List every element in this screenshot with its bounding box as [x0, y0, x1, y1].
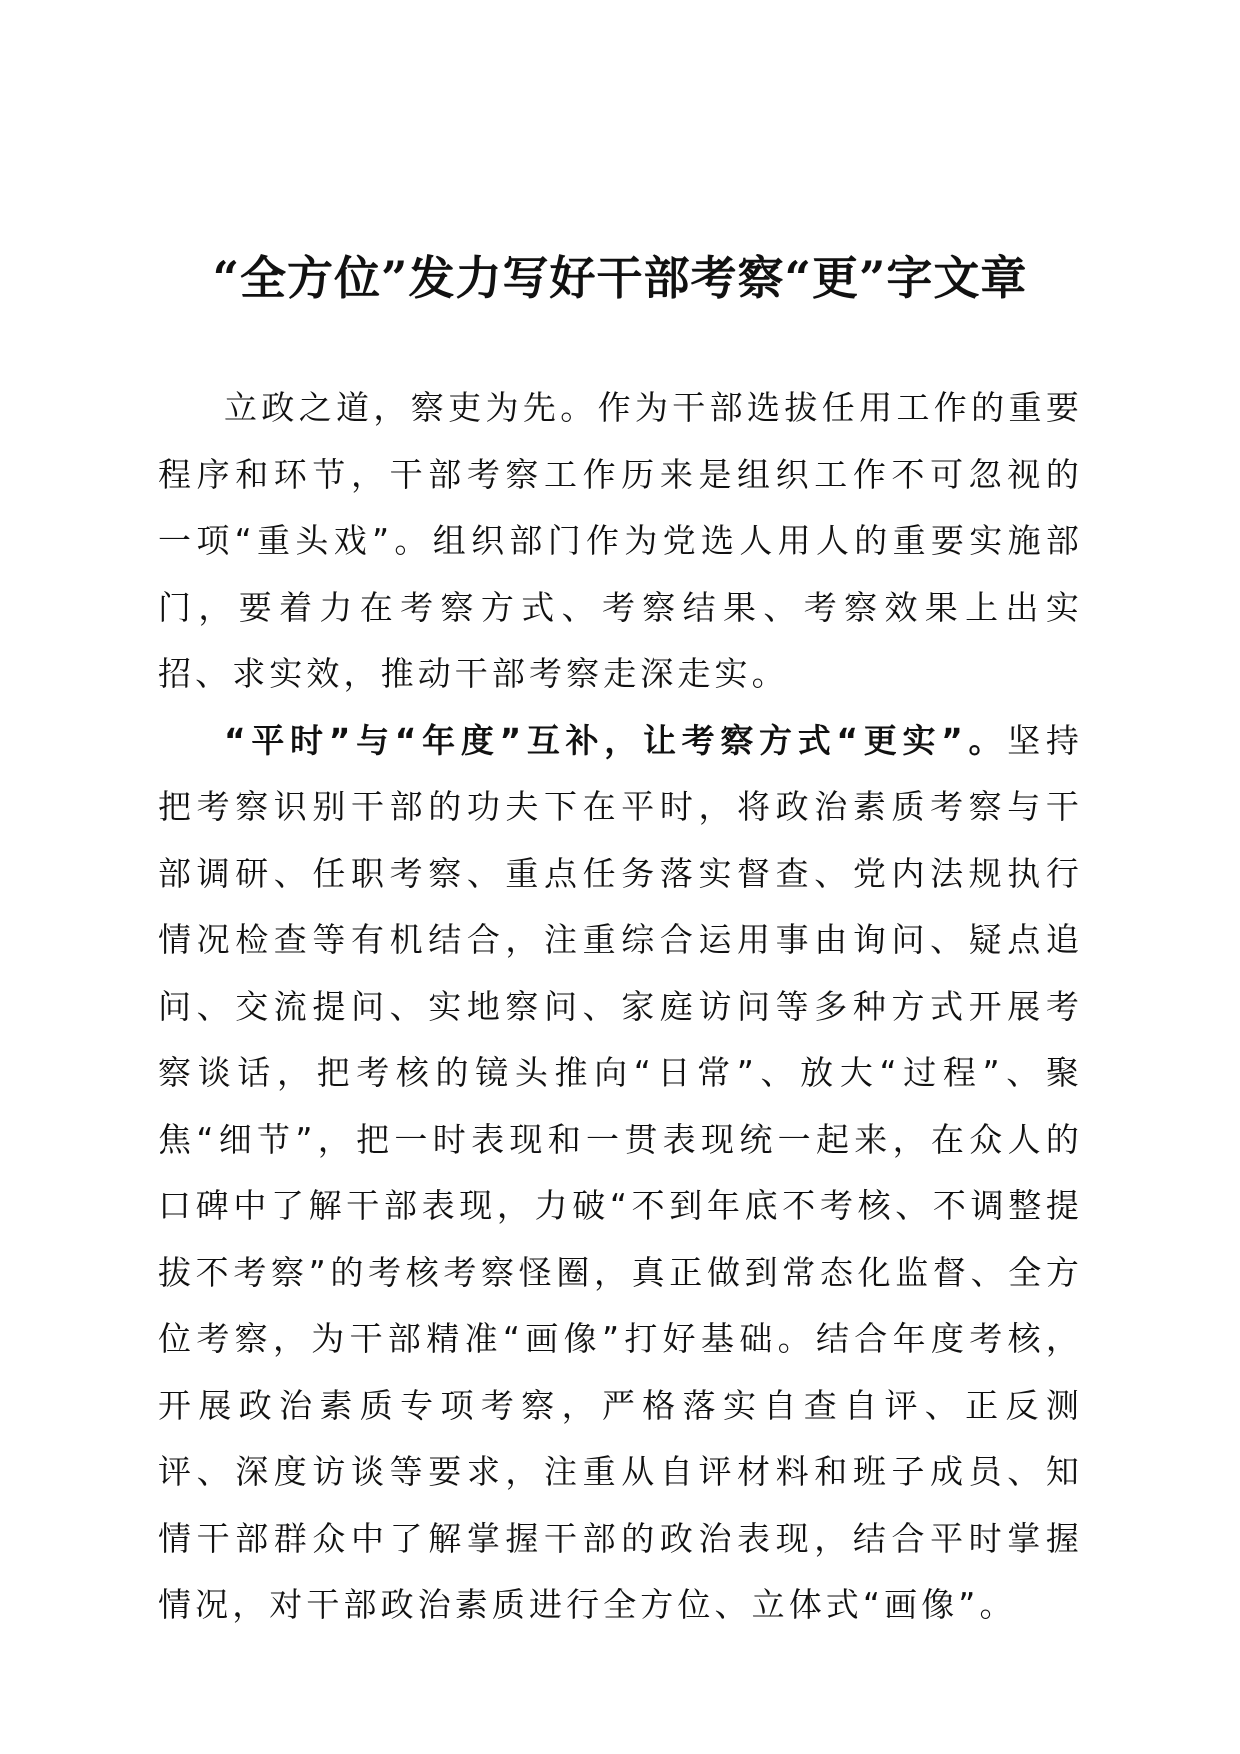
section-body: 坚持把考察识别干部的功夫下在平时，将政治素质考察与干部调研、任职考察、重点任务落实督查、党内法规执行情况检查等有机结合，注重综合运用事由询问、疑点追问、交流提问、实地察问、家庭访问等多种方式开展考察谈话，把考核的镜头推向“日常”、放大“过程”、聚焦“细节”，把一时表现和一贯表现统一起来，在众人的口碑中了解干部表现，力破“不到年底不考核、不调整提拔不考察”的考核考察怪圈，真正做到常态化监督、全方位考察，为干部精准“画像”打好基础。结合年度考核，开展政治素质专项考察，严格落实自查自评、正反测评、深度访谈等要求，注重从自评材料和班子成员、知情干部群众中了解掌握干部的政治表现，结合平时掌握情况，对干部政治素质进行全方位、立体式“画像”。	[158, 720, 1083, 1624]
document-body	[158, 375, 1083, 1639]
paragraph-section-1	[158, 708, 1083, 1639]
document-title: “全方位”发力写好干部考察“更”字文章	[212, 251, 1028, 305]
paragraph-intro: 立政之道，察吏为先。作为干部选拔任用工作的重要程序和环节，干部考察工作历来是组织工作不可忽视的一项“重头戏”。组织部门作为党选人用人的重要实施部门，要着力在考察方式、考察结果、考察效果上出实招、求实效，推动干部考察走深走实。	[158, 388, 1083, 693]
section-heading: “平时”与“年度”互补，让考察方式“更实”。	[224, 720, 1008, 760]
